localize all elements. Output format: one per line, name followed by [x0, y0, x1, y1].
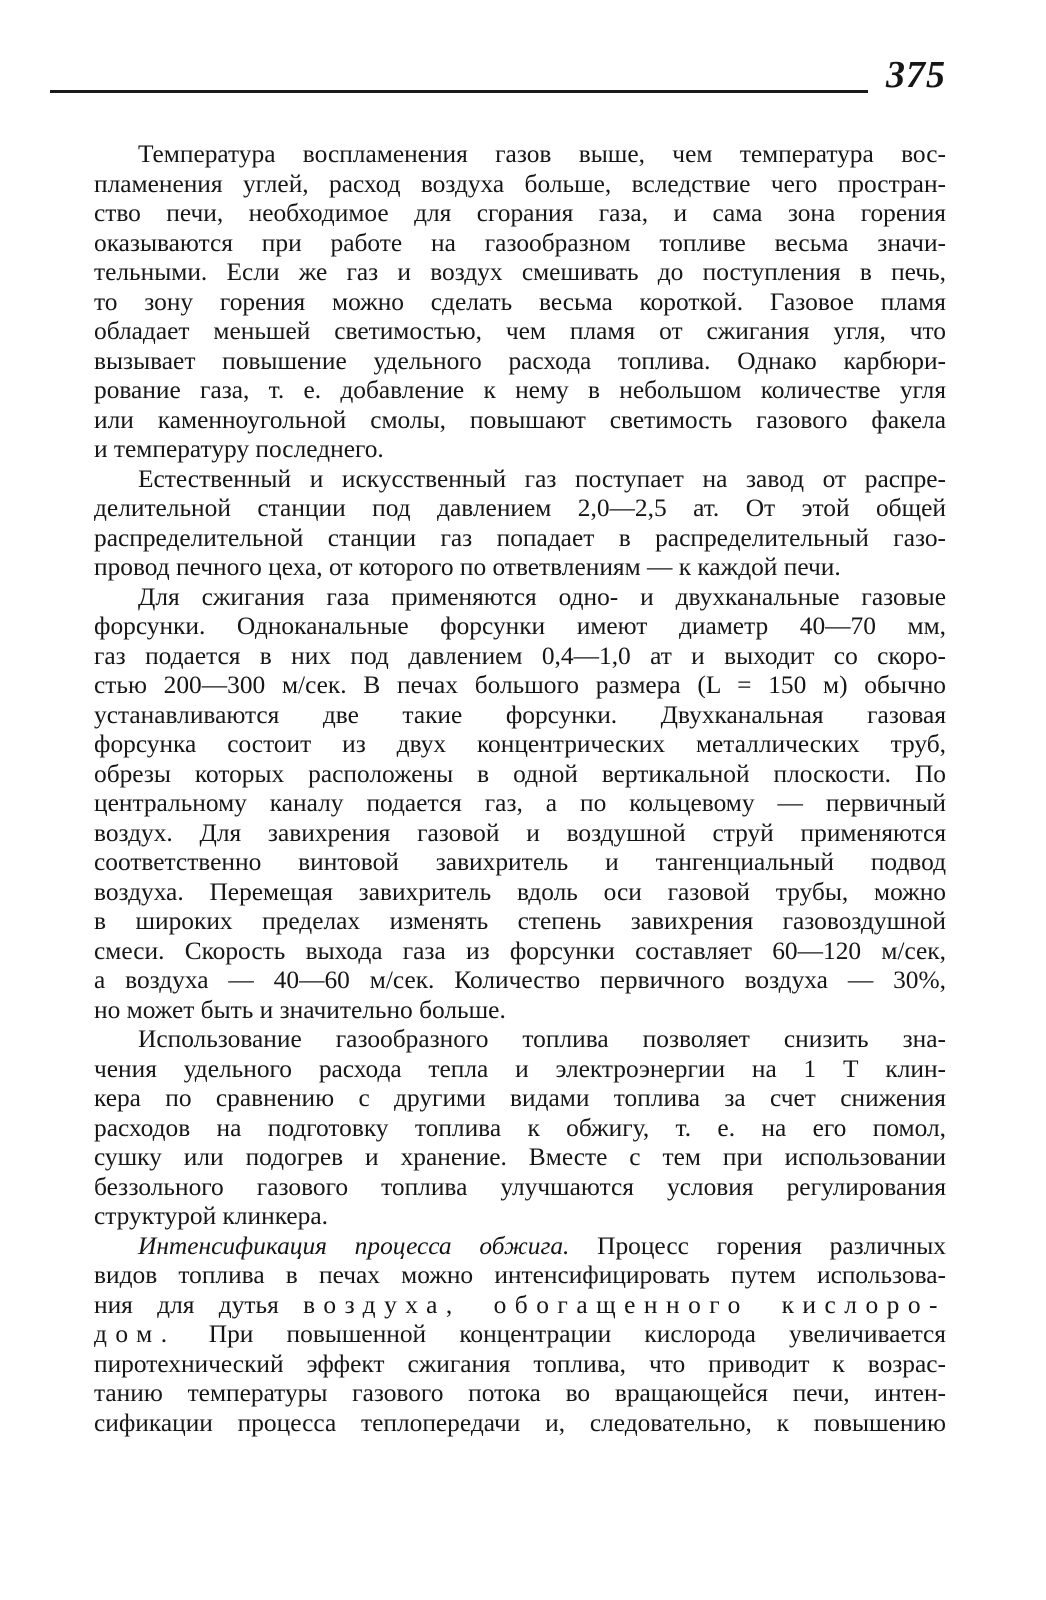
text-line: устанавливаются две такие форсунки. Двухканальная газовая — [94, 700, 946, 729]
text-line: обрезы которых расположены в одной вертикальной плоскости. По — [94, 759, 946, 788]
text-line: соответственно винтовой завихритель и тангенциальный подвод — [94, 848, 946, 876]
text-line: кера по сравнению с другими видами топлива за счет снижения — [94, 1084, 946, 1112]
text-line: танию температуры газового потока во вращающейся печи, интен- — [94, 1379, 946, 1407]
text-line: воздух. Для завихрения газовой и воздушной струй применяются — [94, 818, 946, 847]
paragraph — [50, 1232, 946, 1439]
text-line: газ подается в них под давлением 0,4—1,0 ат и выходит со скоро- — [94, 641, 946, 670]
text-line: пиротехнический эффект сжигания топлива, что приводит к возрас- — [94, 1349, 946, 1378]
text-line: в широких пределах изменять степень завихрения газовоздушной — [94, 907, 946, 935]
text-line: чения удельного расхода тепла и электроэнергии на 1 Т клин- — [94, 1054, 946, 1083]
text-line: сушку или подогрев и хранение. Вместе с тем при использовании — [94, 1143, 946, 1171]
text-line: Естественный и искусственный газ поступает на завод от распре- — [138, 464, 946, 493]
paragraph — [50, 465, 946, 583]
paragraph — [50, 583, 946, 1026]
text-line: центральному каналу подается газ, а по кольцевому — первичный — [94, 789, 946, 817]
text-line: а воздуха — 40—60 м/сек. Количество первичного воздуха — 30%, — [94, 966, 946, 994]
text-line: ство печи, необходимое для сгорания газа, и сама зона горения — [94, 199, 946, 227]
text-line: Использование газообразного топлива позволяет снизить зна- — [138, 1025, 946, 1053]
text-line: стью 200—300 м/сек. В печах большого размера (L = 150 м) обычно — [94, 671, 946, 699]
body-text — [50, 140, 946, 1438]
text-line: Для сжигания газа применяются одно- и двухканальные газовые — [138, 582, 946, 611]
text-line: то зону горения можно сделать весьма короткой. Газовое пламя — [94, 287, 946, 316]
page-number: 375 — [886, 54, 946, 96]
text-line: делительной станции под давлением 2,0—2,5 ат. От этой общей — [94, 494, 946, 522]
text-line: оказываются при работе на газообразном топливе весьма значи- — [94, 228, 946, 257]
text-run: Процесс горения различных — [569, 1231, 946, 1260]
text-line — [50, 1232, 946, 1262]
text-line: форсунки. Одноканальные форсунки имеют диаметр 40—70 мм, — [94, 612, 946, 640]
text-line: сификации процесса теплопередачи и, следовательно, к повышению — [94, 1408, 946, 1437]
paragraph — [50, 140, 946, 465]
text-line: смеси. Скорость выхода газа из форсунки составляет 60—120 м/сек, — [94, 936, 946, 965]
text-line: и температуру последнего. — [94, 435, 384, 463]
text-line: воздуха. Перемещая завихритель вдоль оси газовой трубы, можно — [94, 877, 946, 906]
section-run-in-heading: Интенсификация процесса обжига. — [138, 1231, 570, 1260]
text-line: структурой клинкера. — [94, 1202, 328, 1230]
text-line: вызывает повышение удельного расхода топлива. Однако карбюри- — [94, 346, 946, 375]
emphasized-spaced-text: воздуха, обогащенного кислоро- — [303, 1290, 946, 1319]
paragraph — [50, 1025, 946, 1232]
text-line: беззольного газового топлива улучшаются условия регулирования — [94, 1172, 946, 1201]
text-line: видов топлива в печах можно интенсифицировать путем использова- — [94, 1261, 946, 1289]
text-line: провод печного цеха, от которого по ответвлениям — к каждой печи. — [94, 553, 841, 581]
running-head — [50, 52, 946, 104]
text-run: ния для дутья — [94, 1290, 304, 1319]
text-line: форсунка состоит из двух концентрических металлических труб, — [94, 730, 946, 758]
text-line: или каменноугольной смолы, повышают светимость газового факела — [94, 405, 946, 434]
text-run: При повышенной концентрации кислорода увеличивается — [175, 1320, 946, 1348]
text-line: распределительной станции газ попадает в распределительный газо- — [94, 523, 946, 552]
text-line: пламенения углей, расход воздуха больше, вследствие чего простран- — [94, 169, 946, 198]
text-line: но может быть и значительно больше. — [94, 995, 506, 1024]
emphasized-spaced-text: дом. — [94, 1320, 176, 1348]
text-line — [50, 1320, 946, 1350]
text-line: рование газа, т. е. добавление к нему в небольшом количестве угля — [94, 376, 946, 404]
text-line: обладает меньшей светимостью, чем пламя от сжигания угля, что — [94, 317, 946, 345]
text-line — [50, 1291, 946, 1321]
header-rule — [50, 90, 868, 93]
text-line: тельными. Если же газ и воздух смешивать до поступления в печь, — [94, 258, 946, 286]
text-line: расходов на подготовку топлива к обжигу, т. е. на его помол, — [94, 1113, 946, 1142]
text-line: Температура воспламенения газов выше, чем температура вос- — [138, 140, 946, 168]
